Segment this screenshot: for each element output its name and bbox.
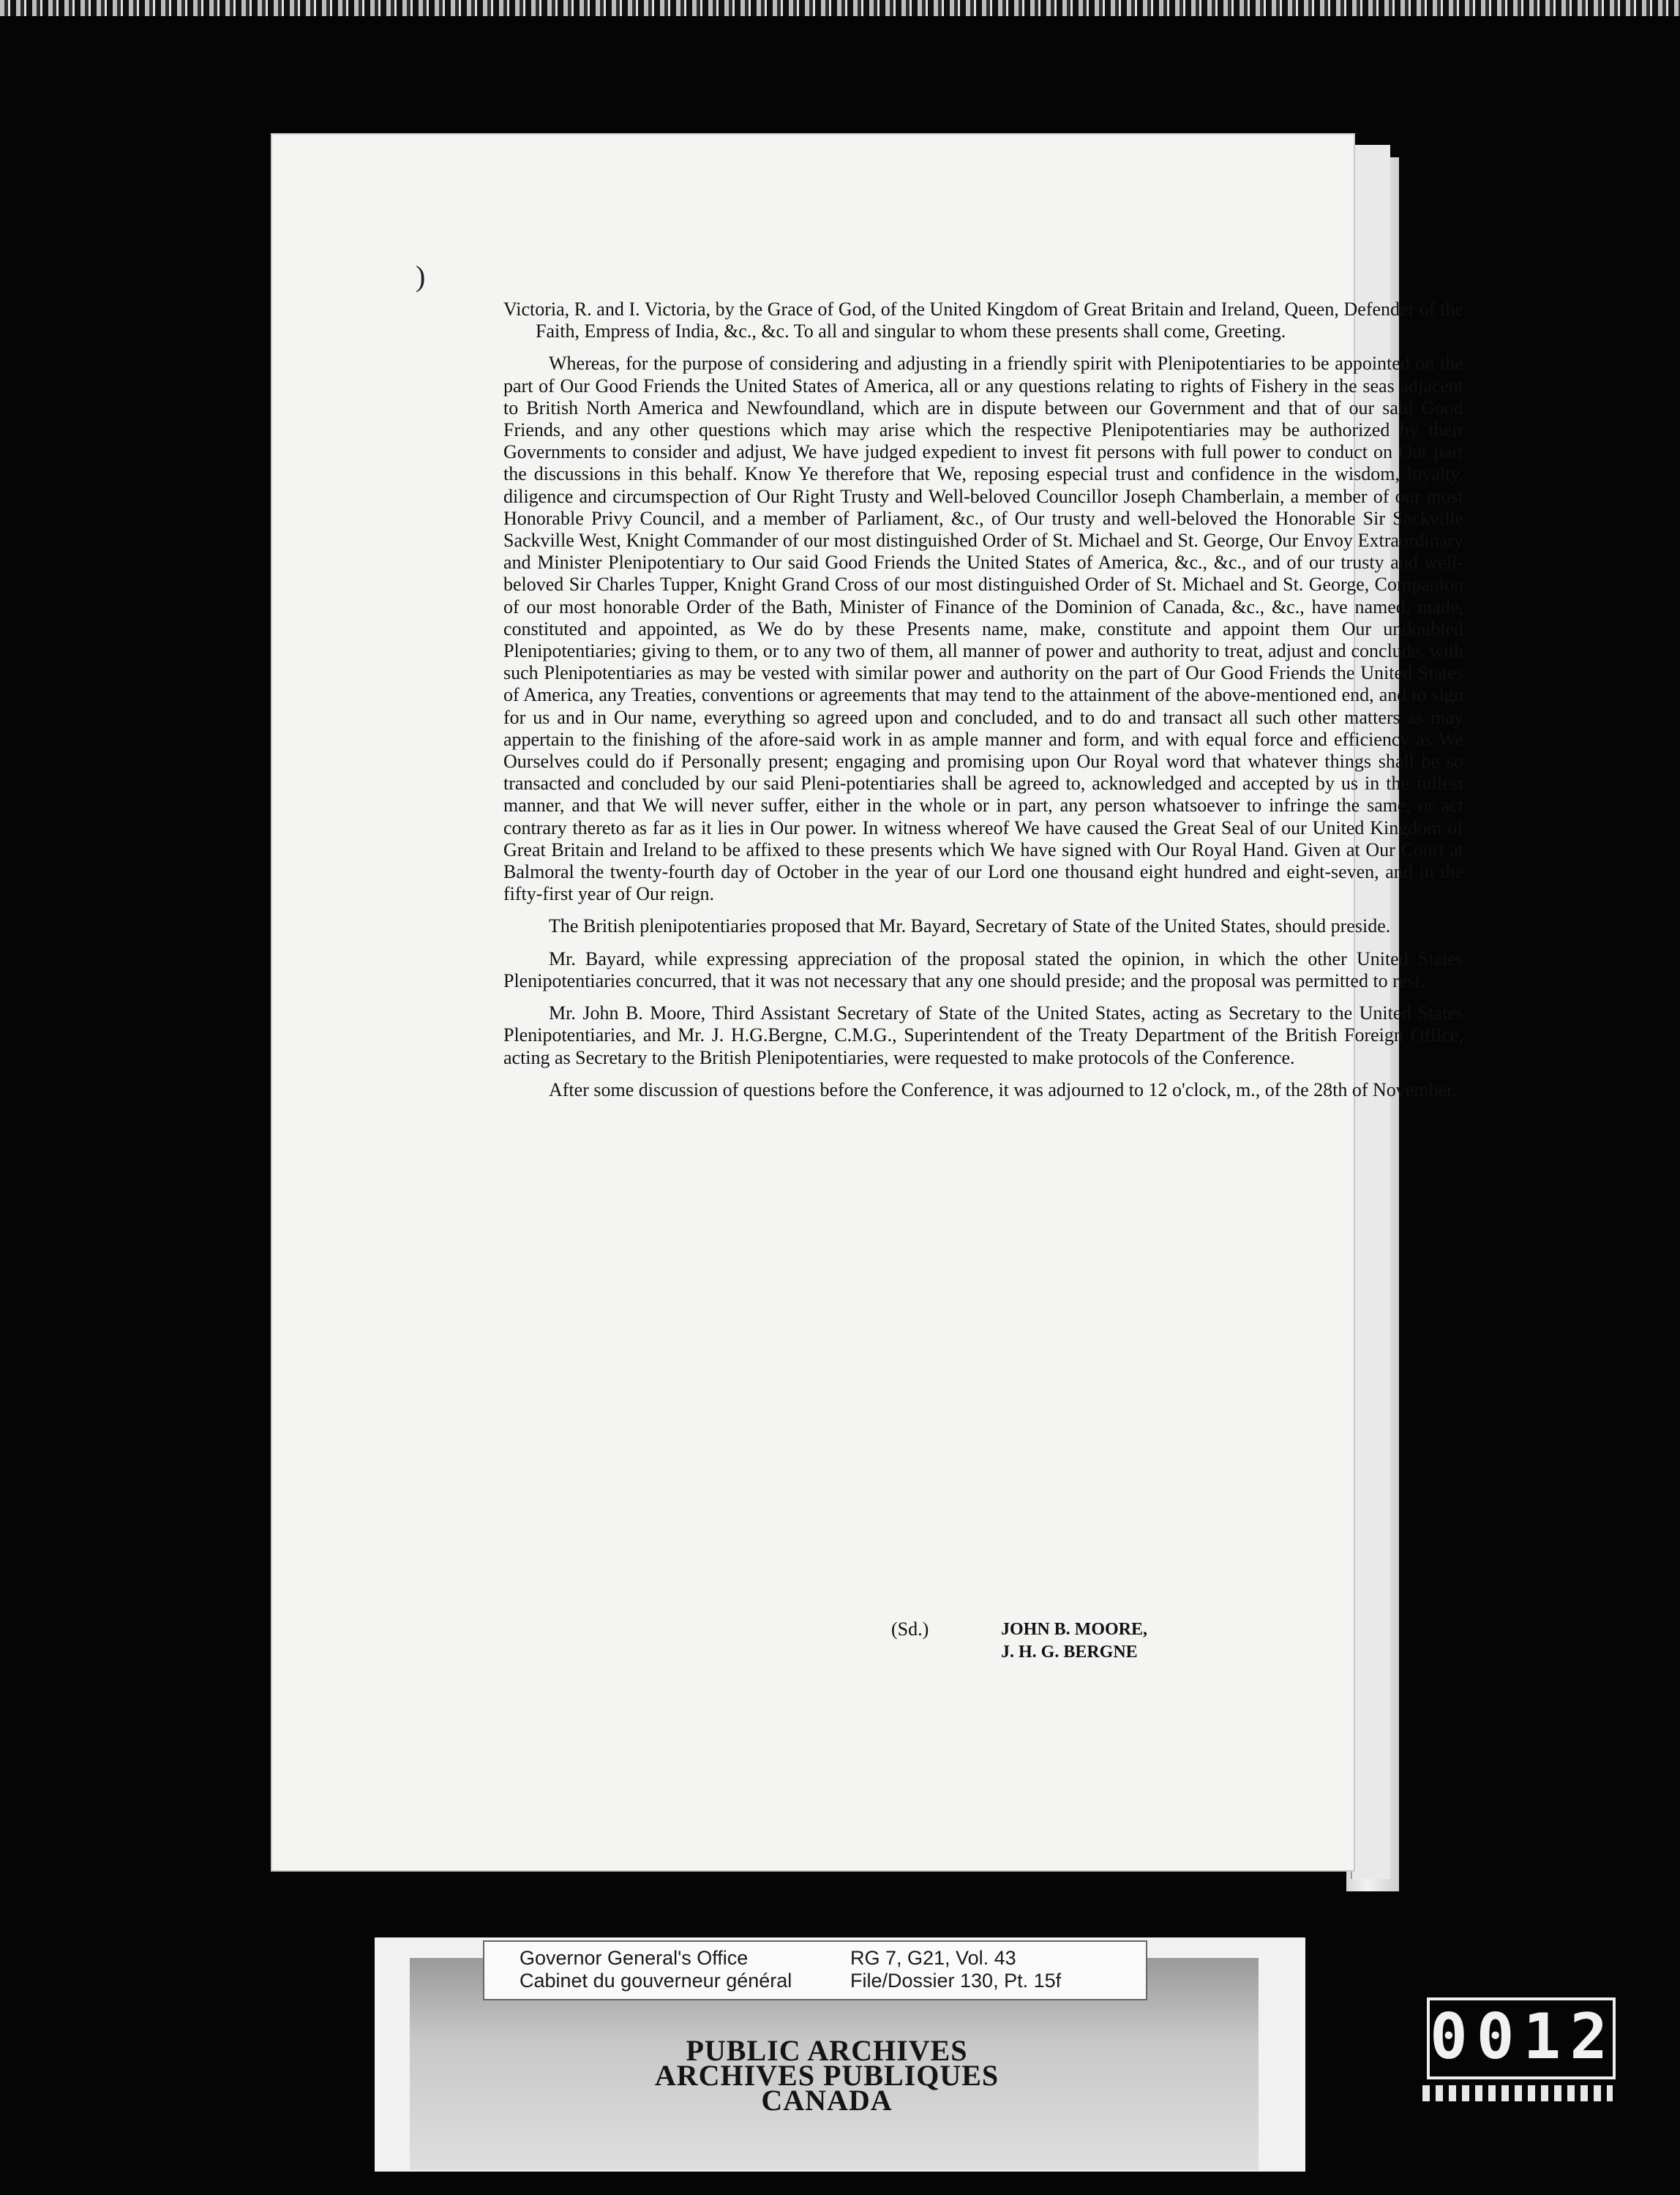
- document-page: [271, 133, 1463, 1872]
- office-french: Cabinet du gouverneur général: [520, 1970, 792, 1992]
- signatory-bergne: J. H. G. BERGNE: [1001, 1643, 1138, 1662]
- stamp-line-french: ARCHIVES PUBLIQUES: [654, 2059, 1000, 2092]
- signatory-moore: JOHN B. MOORE,: [1001, 1620, 1148, 1639]
- opening-line: Victoria, R. and I. Victoria, by the Grace of God, of the United Kingdom of Great Britain and Ireland, Queen, Defender of the Faith, Empress of India, &c., &c. To all and singular to whom these presents shall come, Greeting.: [503, 299, 1463, 342]
- stamp-line-english: PUBLIC ARCHIVES: [686, 2034, 968, 2067]
- record-group: RG 7, G21, Vol. 43: [850, 1947, 1016, 1969]
- film-edge-top: [0, 0, 1680, 16]
- frame-number: 0012: [1427, 1997, 1616, 2079]
- margin-mark: ): [416, 260, 426, 293]
- bayard-paragraph: Mr. Bayard, while expressing appreciation of the proposal stated the opinion, in which the other United States Plenipotentiaries concurred, that it was not necessary that any one should preside; and the proposal was permitted to rest.: [503, 948, 1463, 991]
- adjournment-paragraph: After some discussion of questions before the Conference, it was adjourned to 12 o'clock, m., of the 28th of November.: [549, 1078, 1457, 1100]
- signatories: [1001, 1618, 1147, 1664]
- document-body: [503, 299, 1463, 1101]
- whereas-paragraph: Whereas, for the purpose of considering and adjusting in a friendly spirit with Plenipotentiaries to be appointed on the part of Our Good Friends the United States of America, all or any questions relating to rights of Fishery in the seas adjacent to British North America and Newfoundland, which are in dispute between our Government and that of our said Good Friends, and any other questions which may arise which the respective Plenipotentiaries may be authorized by their Governments to consider and adjust, We have judged expedient to invest fit persons with full power to conduct on Our part the discussions in this behalf. Know Ye therefore that We, reposing especial trust and confidence in the wisdom, loyalty, diligence and circumspection of Our Right Trusty and Well-beloved Councillor Joseph Chamberlain, a member of our most Honorable Privy Council, and a member of Parliament, &c., of Our trusty and well-beloved the Honorable Sir Sackville Sackville West, Knight Commander of our most distinguished Order of St. Michael and St. George, Our Envoy Extraordinary and Minister Plenipotentiary to Our said Good Friends the United States of America, &c., &c., and of our trusty and well-beloved Sir Charles Tupper, Knight Grand Cross of our most distinguished Order of St. Michael and St. George, Companion of our most honorable Order of the Bath, Minister of Finance of the Dominion of Canada, &c., &c., have named, made, constituted and appointed, as We do by these Presents name, make, constitute and appoint them Our undoubted Plenipotentiaries; giving to them, or to any two of them, all manner of power and authority to treat, adjust and conclude, with such Plenipotentiaries as may be vested with similar power and authority on the part of Our Good Friends the United States of America, any Treaties, conventions or agreements that may tend to the attainment of the above-mentioned end, and to sign for us and in Our name, everything so agreed upon and concluded, and to do and transact all such other matters as may appertain to the finishing of the afore-said work in as ample manner and form, and with equal force and efficiency as We Ourselves could do if Personally present; engaging and promising upon Our Royal word that whatever things shall be so transacted and concluded by our said Pleni-potentiaries shall be agreed to, acknowledged and accepted by us in the fullest manner, and that We will never suffer, either in the whole or in part, any person whatsoever to infringe the same, or act contrary thereto as far as it lies in Our power. In witness whereof We have caused the Great Seal of our United Kingdom of Great Britain and Ireland to be affixed to these presents which We have signed with Our Royal Hand. Given at Our Court at Balmoral the twenty-fourth day of October in the year of our Lord one thousand eight hundred and eight-seven, and in the fifty-first year of Our reign.: [503, 353, 1463, 905]
- office-english: Governor General's Office: [520, 1947, 749, 1969]
- secretaries-paragraph: Mr. John B. Moore, Third Assistant Secretary of State of the United States, acting as Secretary to the United States Plenipotentiaries, and Mr. J. H.G.Bergne, C.M.G., Superintendent of the Treaty Department of the British Foreign Office, acting as Secretary to the British Plenipotentiaries, were requested to make protocols of the Conference.: [503, 1002, 1463, 1068]
- archives-stamp: [563, 2034, 1090, 2117]
- signed-marker: (Sd.): [891, 1618, 929, 1640]
- archive-label: [483, 1940, 1147, 2000]
- file-dossier: File/Dossier 130, Pt. 15f: [850, 1970, 1062, 1992]
- proposal-paragraph: The British plenipotentiaries proposed that Mr. Bayard, Secretary of State of the United States, should preside.: [549, 915, 1391, 937]
- film-perforation: [1422, 2085, 1613, 2101]
- stamp-line-country: CANADA: [761, 2084, 893, 2117]
